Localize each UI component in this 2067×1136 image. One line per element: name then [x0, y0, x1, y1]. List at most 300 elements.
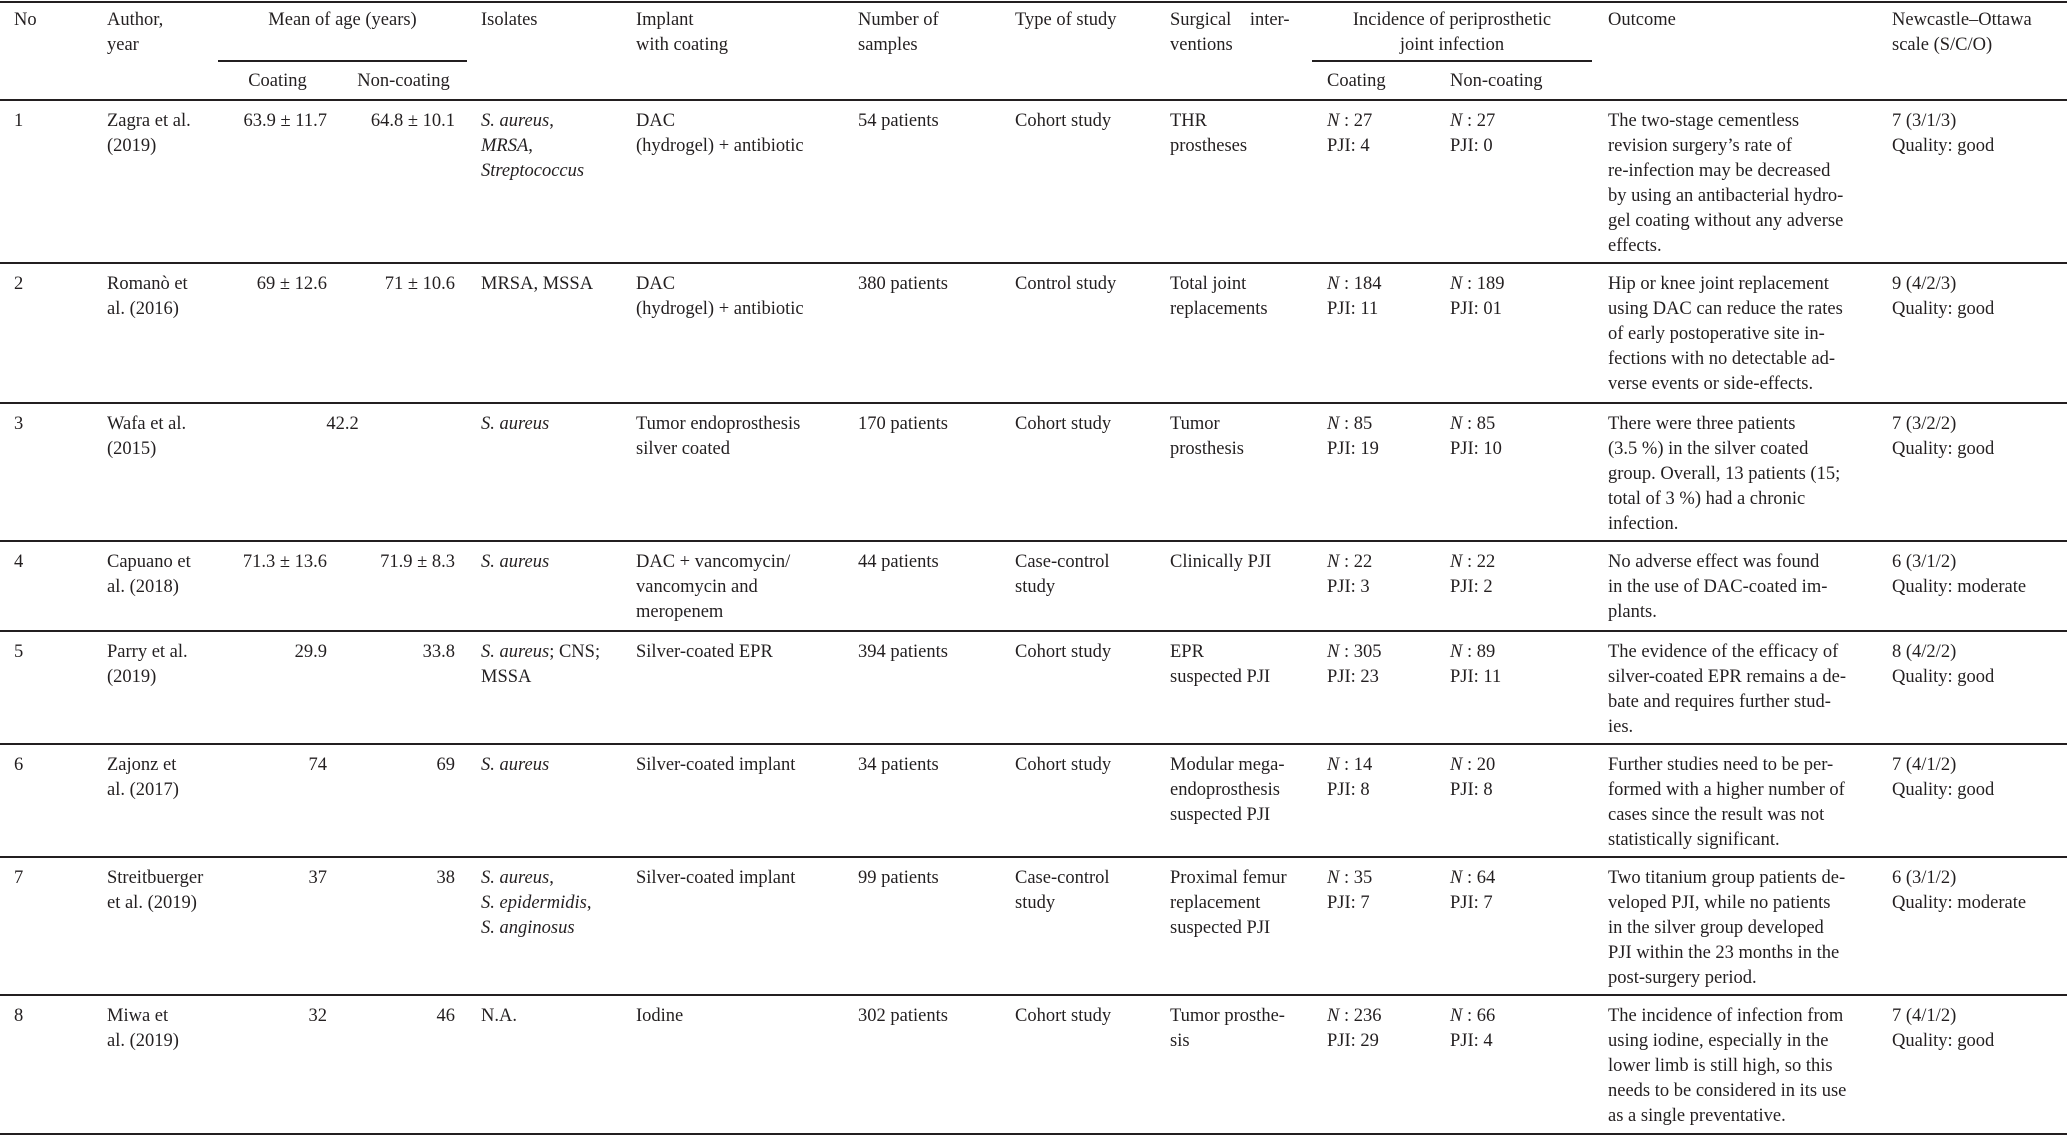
surgical-line: Proximal femur — [1170, 868, 1287, 888]
implant-line: DAC — [636, 111, 676, 131]
cell-age-coating — [165, 272, 327, 297]
header-pji-noncoating — [1450, 69, 1580, 94]
outcome-line: of early postoperative site in- — [1608, 324, 1825, 344]
age-noncoating-value: 46 — [436, 1006, 455, 1026]
pji-count: PJI: 7 — [1327, 893, 1370, 913]
cell-age-noncoating — [340, 550, 455, 575]
isolate-separator: , — [586, 893, 592, 913]
n-colon: : — [1339, 414, 1354, 434]
n-colon: : — [1462, 755, 1477, 775]
header-implant — [636, 8, 845, 58]
header-rule — [0, 99, 2067, 101]
cell-age-coating — [165, 866, 327, 891]
header-age-group — [218, 8, 467, 33]
cell-study-type — [1015, 109, 1160, 134]
header-pji-coating — [1327, 69, 1440, 94]
cell-outcome — [1608, 640, 1868, 740]
cell-outcome — [1608, 1004, 1868, 1129]
cell-samples — [858, 640, 1000, 665]
surgical-line: Clinically PJI — [1170, 552, 1272, 572]
n-label: N — [1450, 755, 1463, 775]
cell-surgical — [1170, 109, 1300, 159]
cell-nos — [1892, 753, 2060, 803]
implant-line: (hydrogel) + antibiotic — [636, 299, 804, 319]
n-label: N — [1450, 274, 1463, 294]
row-number: 5 — [14, 642, 24, 662]
cell-pji-coating — [1327, 866, 1440, 916]
n-value: 184 — [1353, 274, 1382, 294]
n-colon: : — [1462, 1006, 1477, 1026]
outcome-line: Hip or knee joint replacement — [1608, 274, 1829, 294]
cell-no — [14, 640, 60, 665]
cell-age-noncoating — [340, 866, 455, 891]
n-colon: : — [1339, 552, 1354, 572]
surgical-line: sis — [1170, 1031, 1190, 1051]
implant-line: Silver-coated EPR — [636, 642, 773, 662]
nos-line: Quality: good — [1892, 299, 1995, 319]
n-value: 14 — [1353, 755, 1373, 775]
cell-no — [14, 550, 60, 575]
header-nos — [1892, 8, 2060, 58]
cell-pji-coating — [1327, 109, 1440, 159]
age-coating-value: 32 — [308, 1006, 327, 1026]
n-value: 27 — [1353, 111, 1373, 131]
surgical-line: suspected PJI — [1170, 667, 1271, 687]
isolate-name: S. anginosus — [481, 918, 575, 938]
row-separator — [0, 540, 2067, 542]
author-line: al. (2018) — [107, 577, 179, 597]
cell-samples — [858, 412, 1000, 437]
outcome-line: silver-coated EPR remains a de- — [1608, 667, 1846, 687]
n-value: 305 — [1353, 642, 1382, 662]
header-isolates — [481, 8, 625, 33]
author-line: al. (2019) — [107, 1031, 179, 1051]
row-number: 7 — [14, 868, 24, 888]
n-value: 85 — [1353, 414, 1373, 434]
n-colon: : — [1462, 274, 1477, 294]
header-age-group-text: Mean of age (years) — [268, 10, 417, 30]
header-pji-noncoating-text: Non-coating — [1450, 71, 1543, 91]
cell-no — [14, 1004, 60, 1029]
implant-line: vancomycin and — [636, 577, 758, 597]
cell-pji-noncoating — [1450, 866, 1580, 916]
cell-samples — [858, 1004, 1000, 1029]
cell-nos — [1892, 550, 2060, 600]
pji-count: PJI: 3 — [1327, 577, 1370, 597]
n-label: N — [1450, 868, 1463, 888]
row-number: 3 — [14, 414, 24, 434]
author-line: al. (2016) — [107, 299, 179, 319]
cell-isolates — [481, 1004, 625, 1029]
nos-line: Quality: moderate — [1892, 577, 2027, 597]
header-age-coating — [218, 69, 337, 94]
cell-surgical — [1170, 866, 1300, 941]
study-type-line: Cohort study — [1015, 642, 1112, 662]
outcome-line: using DAC can reduce the rates — [1608, 299, 1843, 319]
cell-study-type — [1015, 753, 1160, 778]
age-noncoating-value: 33.8 — [422, 642, 455, 662]
author-line: Romanò et — [107, 274, 188, 294]
cell-nos — [1892, 866, 2060, 916]
surgical-line: replacements — [1170, 299, 1268, 319]
outcome-line: lower limb is still high, so this — [1608, 1056, 1833, 1076]
age-noncoating-value: 69 — [436, 755, 455, 775]
header-pji-group — [1312, 8, 1592, 58]
n-label: N — [1327, 274, 1340, 294]
pji-group-rule — [1312, 60, 1592, 62]
isolate-name: MSSA — [481, 667, 532, 687]
isolate-separator: , — [549, 868, 554, 888]
nos-line: Quality: good — [1892, 780, 1995, 800]
cell-implant — [636, 866, 845, 891]
author-line: et al. (2019) — [107, 893, 197, 913]
cell-outcome — [1608, 272, 1868, 397]
header-nos-line: Newcastle–Ottawa — [1892, 10, 2032, 30]
implant-line: meropenem — [636, 602, 724, 622]
age-noncoating-value: 64.8 ± 10.1 — [370, 111, 455, 131]
n-colon: : — [1339, 868, 1354, 888]
n-label: N — [1450, 111, 1463, 131]
outcome-line: bate and requires further stud- — [1608, 692, 1831, 712]
cell-surgical — [1170, 640, 1300, 690]
cell-implant — [636, 550, 845, 625]
cell-pji-noncoating — [1450, 640, 1580, 690]
n-colon: : — [1339, 755, 1354, 775]
isolate-name: S. aureus — [481, 111, 550, 131]
outcome-line: effects. — [1608, 236, 1662, 256]
header-author-line: year — [107, 35, 139, 55]
header-implant-line: with coating — [636, 35, 728, 55]
isolate-separator: , — [528, 136, 533, 156]
isolate-name: S. epidermidis — [481, 893, 587, 913]
cell-pji-noncoating — [1450, 550, 1580, 600]
cell-age-noncoating — [340, 272, 455, 297]
cell-age-noncoating — [340, 1004, 455, 1029]
cell-pji-noncoating — [1450, 753, 1580, 803]
n-label: N — [1327, 414, 1340, 434]
cell-pji-coating — [1327, 272, 1440, 322]
pji-count: PJI: 11 — [1450, 667, 1502, 687]
cell-surgical — [1170, 1004, 1300, 1054]
cell-nos — [1892, 1004, 2060, 1054]
outcome-line: infection. — [1608, 514, 1679, 534]
cell-no — [14, 272, 60, 297]
n-value: 35 — [1353, 868, 1373, 888]
cell-isolates — [481, 550, 625, 575]
n-label: N — [1327, 552, 1340, 572]
header-age-noncoating — [340, 69, 467, 94]
outcome-line: (3.5 %) in the silver coated — [1608, 439, 1809, 459]
surgical-line: Tumor prosthe- — [1170, 1006, 1285, 1026]
author-line: Wafa et al. — [107, 414, 187, 434]
age-noncoating-value: 71.9 ± 8.3 — [380, 552, 455, 572]
header-age-coating-text: Coating — [248, 71, 307, 91]
implant-line: Iodine — [636, 1006, 684, 1026]
outcome-line: No adverse effect was found — [1608, 552, 1820, 572]
n-label: N — [1450, 552, 1463, 572]
cell-samples — [858, 866, 1000, 891]
cell-outcome — [1608, 109, 1868, 259]
n-value: 89 — [1476, 642, 1496, 662]
cell-study-type — [1015, 1004, 1160, 1029]
n-value: 66 — [1476, 1006, 1496, 1026]
header-pji-group-line: Incidence of periprosthetic — [1352, 10, 1552, 30]
cell-age-noncoating — [340, 109, 455, 134]
samples-value: 54 patients — [858, 111, 939, 131]
isolate-separator: ; CNS; — [549, 642, 601, 662]
samples-value: 380 patients — [858, 274, 948, 294]
cell-age-coating — [165, 640, 327, 665]
row-separator — [0, 630, 2067, 632]
pji-count: PJI: 23 — [1327, 667, 1379, 687]
n-label: N — [1450, 1006, 1463, 1026]
isolate-name: S. aureus — [481, 868, 550, 888]
isolate-name: S. aureus — [481, 755, 550, 775]
nos-line: 9 (4/2/3) — [1892, 274, 1957, 294]
header-no-text: No — [14, 10, 37, 30]
age-coating-value: 29.9 — [294, 642, 327, 662]
study-type-line: Case-control — [1015, 868, 1110, 888]
row-separator — [0, 856, 2067, 858]
header-age-noncoating-text: Non-coating — [357, 71, 450, 91]
author-line: Zagra et al. — [107, 111, 191, 131]
header-samples-line: samples — [858, 35, 918, 55]
pji-count: PJI: 19 — [1327, 439, 1379, 459]
cell-study-type — [1015, 866, 1160, 916]
pji-count: PJI: 11 — [1327, 299, 1379, 319]
outcome-line: Two titanium group patients de- — [1608, 868, 1846, 888]
n-value: 27 — [1476, 111, 1496, 131]
cell-surgical — [1170, 550, 1300, 575]
cell-implant — [636, 272, 845, 322]
outcome-line: The two-stage cementless — [1608, 111, 1800, 131]
header-nos-line: scale (S/C/O) — [1892, 35, 1993, 55]
n-colon: : — [1462, 868, 1477, 888]
surgical-line: suspected PJI — [1170, 918, 1271, 938]
nos-line: Quality: good — [1892, 136, 1995, 156]
header-samples — [858, 8, 1000, 58]
bottom-rule — [0, 1133, 2067, 1135]
header-study-type — [1015, 8, 1160, 33]
implant-line: DAC + vancomycin/ — [636, 552, 791, 572]
cell-study-type — [1015, 272, 1160, 297]
cell-implant — [636, 640, 845, 665]
n-label: N — [1327, 642, 1340, 662]
n-colon: : — [1339, 1006, 1354, 1026]
n-colon: : — [1339, 642, 1354, 662]
surgical-line: THR — [1170, 111, 1207, 131]
cell-implant — [636, 1004, 845, 1029]
row-number: 2 — [14, 274, 24, 294]
pji-count: PJI: 0 — [1450, 136, 1493, 156]
header-study-type-text: Type of study — [1015, 10, 1117, 30]
pji-count: PJI: 4 — [1327, 136, 1370, 156]
surgical-line: prosthesis — [1170, 439, 1244, 459]
row-separator — [0, 402, 2067, 404]
nos-line: 8 (4/2/2) — [1892, 642, 1957, 662]
n-colon: : — [1462, 642, 1477, 662]
isolate-name: S. aureus — [481, 552, 550, 572]
n-value: 236 — [1353, 1006, 1382, 1026]
nos-line: 7 (3/1/3) — [1892, 111, 1957, 131]
cell-samples — [858, 550, 1000, 575]
age-coating-value: 74 — [308, 755, 327, 775]
age-coating-value: 63.9 ± 11.7 — [243, 111, 327, 131]
cell-surgical — [1170, 412, 1300, 462]
cell-pji-noncoating — [1450, 1004, 1580, 1054]
n-label: N — [1327, 868, 1340, 888]
row-separator — [0, 262, 2067, 264]
outcome-line: group. Overall, 13 patients (15; — [1608, 464, 1841, 484]
outcome-line: statistically significant. — [1608, 830, 1780, 850]
cell-pji-noncoating — [1450, 412, 1580, 462]
outcome-line: plants. — [1608, 602, 1657, 622]
author-line: Miwa et — [107, 1006, 169, 1026]
samples-value: 34 patients — [858, 755, 939, 775]
author-line: (2015) — [107, 439, 157, 459]
top-rule — [0, 1, 2067, 3]
cell-isolates — [481, 866, 625, 941]
study-type-line: study — [1015, 893, 1056, 913]
study-type-line: Cohort study — [1015, 414, 1112, 434]
outcome-line: verse events or side-effects. — [1608, 374, 1814, 394]
cell-nos — [1892, 272, 2060, 322]
implant-line: DAC — [636, 274, 676, 294]
outcome-line: There were three patients — [1608, 414, 1796, 434]
cell-pji-coating — [1327, 640, 1440, 690]
cell-no — [14, 866, 60, 891]
samples-value: 170 patients — [858, 414, 948, 434]
cell-surgical — [1170, 753, 1300, 828]
cell-isolates — [481, 272, 625, 297]
pji-count: PJI: 2 — [1450, 577, 1493, 597]
author-line: al. (2017) — [107, 780, 179, 800]
cell-study-type — [1015, 640, 1160, 665]
author-line: Zajonz et — [107, 755, 177, 775]
surgical-line: EPR — [1170, 642, 1204, 662]
header-pji-group-line: joint infection — [1399, 35, 1505, 55]
cell-isolates — [481, 109, 625, 184]
cell-pji-coating — [1327, 753, 1440, 803]
header-samples-line: Number of — [858, 10, 939, 30]
nos-line: 7 (3/2/2) — [1892, 414, 1957, 434]
age-noncoating-value: 71 ± 10.6 — [384, 274, 455, 294]
header-author-line: Author, — [107, 10, 164, 30]
cell-no — [14, 753, 60, 778]
outcome-line: by using an antibacterial hydro- — [1608, 186, 1844, 206]
outcome-line: cases since the result was not — [1608, 805, 1825, 825]
implant-line: Tumor endoprosthesis — [636, 414, 801, 434]
surgical-line: suspected PJI — [1170, 805, 1271, 825]
row-number: 1 — [14, 111, 24, 131]
cell-outcome — [1608, 866, 1868, 991]
cell-implant — [636, 412, 845, 462]
samples-value: 99 patients — [858, 868, 939, 888]
pji-count: PJI: 8 — [1327, 780, 1370, 800]
implant-line: Silver-coated implant — [636, 755, 796, 775]
nos-line: Quality: moderate — [1892, 893, 2027, 913]
outcome-line: The incidence of infection from — [1608, 1006, 1844, 1026]
cell-nos — [1892, 109, 2060, 159]
pji-count: PJI: 7 — [1450, 893, 1493, 913]
header-isolates-text: Isolates — [481, 10, 538, 30]
n-value: 22 — [1476, 552, 1496, 572]
cell-age-noncoating — [340, 753, 455, 778]
n-value: 85 — [1476, 414, 1496, 434]
row-number: 8 — [14, 1006, 24, 1026]
implant-line: Silver-coated implant — [636, 868, 796, 888]
header-outcome — [1608, 8, 1868, 33]
n-colon: : — [1339, 111, 1354, 131]
pji-count: PJI: 8 — [1450, 780, 1493, 800]
outcome-line: revision surgery’s rate of — [1608, 136, 1793, 156]
implant-line: (hydrogel) + antibiotic — [636, 136, 804, 156]
cell-pji-noncoating — [1450, 272, 1580, 322]
nos-line: 7 (4/1/2) — [1892, 755, 1957, 775]
n-colon: : — [1339, 274, 1354, 294]
outcome-line: PJI within the 23 months in the — [1608, 943, 1840, 963]
outcome-line: needs to be considered in its use — [1608, 1081, 1847, 1101]
age-coating-value: 71.3 ± 13.6 — [242, 552, 327, 572]
study-type-line: Control study — [1015, 274, 1117, 294]
n-value: 64 — [1476, 868, 1496, 888]
cell-nos — [1892, 640, 2060, 690]
n-value: 189 — [1476, 274, 1505, 294]
cell-pji-coating — [1327, 550, 1440, 600]
header-pji-coating-text: Coating — [1327, 71, 1386, 91]
cell-age-coating — [165, 753, 327, 778]
cell-pji-noncoating — [1450, 109, 1580, 159]
cell-implant — [636, 753, 845, 778]
n-label: N — [1450, 414, 1463, 434]
surgical-line: endoprosthesis — [1170, 780, 1280, 800]
outcome-line: fections with no detectable ad- — [1608, 349, 1836, 369]
header-outcome-text: Outcome — [1608, 10, 1676, 30]
nos-line: 6 (3/1/2) — [1892, 552, 1957, 572]
n-colon: : — [1462, 111, 1477, 131]
pji-count: PJI: 29 — [1327, 1031, 1379, 1051]
study-type-line: study — [1015, 577, 1056, 597]
author-line: Parry et al. — [107, 642, 188, 662]
cell-isolates — [481, 640, 625, 690]
isolate-name: S. aureus — [481, 642, 550, 662]
outcome-line: gel coating without any adverse — [1608, 211, 1844, 231]
age-coating-value: 69 ± 12.6 — [256, 274, 327, 294]
nos-line: Quality: good — [1892, 667, 1995, 687]
n-value: 22 — [1353, 552, 1373, 572]
pji-count: PJI: 10 — [1450, 439, 1502, 459]
n-label: N — [1327, 1006, 1340, 1026]
nos-line: 7 (4/1/2) — [1892, 1006, 1957, 1026]
row-separator — [0, 994, 2067, 996]
cell-age-coating — [165, 550, 327, 575]
cell-age-noncoating — [340, 640, 455, 665]
author-line: (2019) — [107, 136, 157, 156]
age-coating-value: 37 — [308, 868, 327, 888]
outcome-line: total of 3 %) had a chronic — [1608, 489, 1806, 509]
cell-isolates — [481, 753, 625, 778]
outcome-line: Further studies need to be per- — [1608, 755, 1834, 775]
row-number: 4 — [14, 552, 24, 572]
outcome-line: re-infection may be decreased — [1608, 161, 1831, 181]
study-type-line: Cohort study — [1015, 1006, 1112, 1026]
cell-samples — [858, 272, 1000, 297]
cell-samples — [858, 753, 1000, 778]
age-mean: 42.2 — [326, 414, 359, 434]
outcome-line: ies. — [1608, 717, 1634, 737]
age-group-rule — [218, 60, 467, 62]
isolate-name: N.A. — [481, 1006, 517, 1026]
